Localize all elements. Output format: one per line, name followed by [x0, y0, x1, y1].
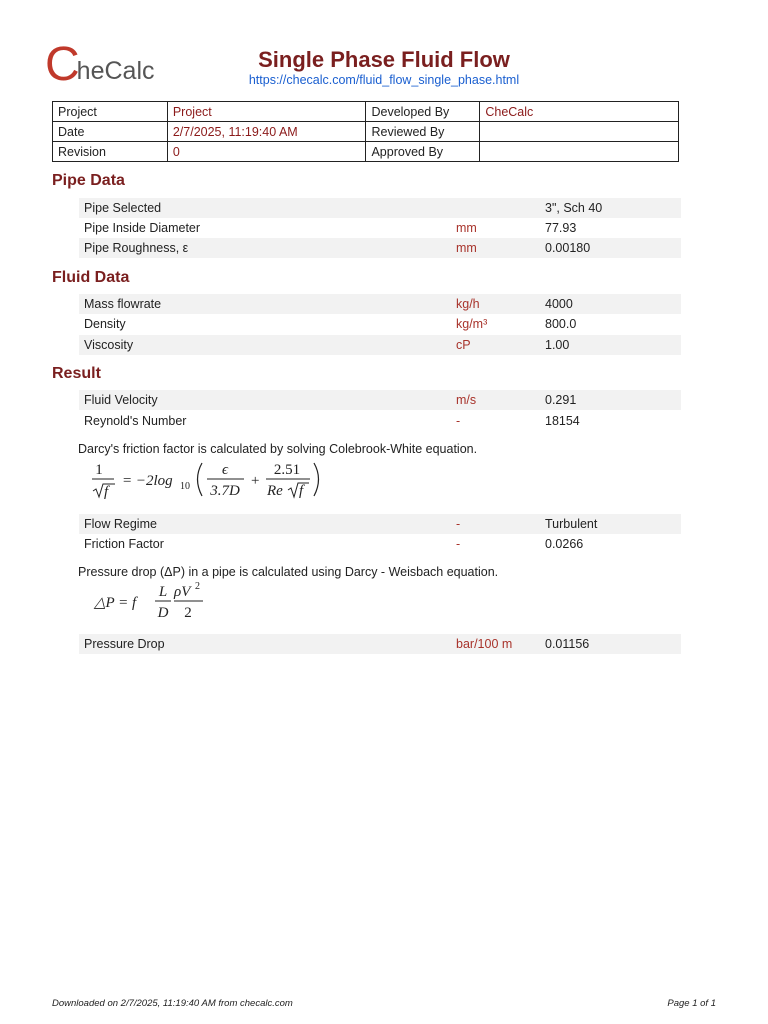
eq-frac2-superscript: 2 — [195, 581, 200, 592]
project-value: Project — [167, 102, 366, 122]
row-unit: - — [456, 414, 461, 428]
eq-term2-re: Re — [267, 483, 283, 499]
eq-log-term: = −2log — [122, 473, 173, 489]
eq-dp-lhs: △P = f — [94, 595, 137, 611]
row-value: 0.291 — [545, 393, 577, 407]
row-unit: - — [456, 517, 461, 531]
row-label: Friction Factor — [84, 537, 164, 551]
row-value: 4000 — [545, 297, 573, 311]
date-row — [53, 122, 679, 142]
pipe-inside-diameter-row — [79, 218, 681, 238]
row-unit: bar/100 m — [456, 637, 513, 651]
row-value: 0.00180 — [545, 241, 591, 255]
download-footer: Downloaded on 2/7/2025, 11:19:40 AM from checalc.com — [52, 998, 293, 1009]
eq-log-subscript: 10 — [180, 481, 190, 492]
row-label: Reynold's Number — [84, 414, 187, 428]
eq-frac2-denominator: 2 — [184, 605, 192, 621]
eq-lhs-denominator: f — [104, 484, 109, 500]
eq-plus: + — [251, 473, 260, 489]
row-unit: kg/m³ — [456, 317, 488, 331]
eq-term2-numerator: 2.51 — [273, 462, 301, 478]
mass-flowrate-row — [79, 294, 681, 314]
eq-right-paren — [314, 463, 319, 496]
row-unit: m/s — [456, 393, 477, 407]
colebrook-note: Darcy's friction factor is calculated by solving Colebrook-White equation. — [78, 442, 478, 456]
row-unit: mm — [456, 221, 477, 235]
darcy-note: Pressure drop (ΔP) in a pipe is calculated using Darcy - Weisbach equation. — [78, 565, 499, 579]
project-row — [53, 102, 679, 122]
density-row — [79, 314, 681, 334]
pipe-roughness-row — [79, 238, 681, 258]
pipe-selected-row — [79, 198, 681, 218]
project-label: Project — [53, 102, 168, 122]
eq-lhs-numerator: 1 — [95, 462, 103, 478]
row-value: 0.01156 — [545, 637, 590, 651]
revision-label: Revision — [53, 142, 168, 162]
row-label: Pressure Drop — [84, 637, 165, 651]
row-label: Fluid Velocity — [84, 393, 158, 407]
revision-row — [53, 142, 679, 162]
logo-initial: C — [45, 38, 78, 91]
row-value: Turbulent — [545, 517, 598, 531]
row-value: 18154 — [545, 414, 580, 428]
date-label: Date — [53, 122, 168, 142]
eq-term1-numerator: ϵ — [221, 462, 229, 478]
viscosity-row — [79, 335, 681, 355]
colebrook-equation — [88, 458, 338, 504]
row-label: Pipe Selected — [84, 201, 162, 215]
source-url-link[interactable]: https://checalc.com/fluid_flow_single_phase.html — [248, 73, 520, 87]
row-unit: kg/h — [456, 297, 480, 311]
eq-term2-f: f — [299, 483, 304, 499]
approved-by-value — [480, 142, 679, 162]
eq-term1-denominator: 3.7D — [210, 483, 240, 499]
fluid-velocity-row — [79, 390, 681, 410]
row-label: Mass flowrate — [84, 297, 162, 311]
page-title: Single Phase Fluid Flow — [258, 47, 510, 72]
pipe-data-heading: Pipe Data — [52, 172, 125, 189]
revision-value: 0 — [167, 142, 366, 162]
row-value: 1.00 — [545, 338, 570, 352]
flow-regime-row — [79, 514, 681, 534]
reviewed-by-value — [480, 122, 679, 142]
row-label: Density — [84, 317, 126, 331]
date-value: 2/7/2025, 11:19:40 AM — [167, 122, 366, 142]
page-number: Page 1 of 1 — [667, 998, 716, 1009]
row-value: 0.0266 — [545, 537, 584, 551]
approved-by-label: Approved By — [366, 142, 480, 162]
row-unit: cP — [456, 338, 471, 352]
reynolds-number-row — [79, 411, 681, 431]
eq-left-paren — [198, 463, 203, 496]
reviewed-by-label: Reviewed By — [366, 122, 480, 142]
pressure-drop-row — [79, 634, 681, 654]
project-info-table — [52, 101, 679, 162]
developed-by-value: CheCalc — [480, 102, 679, 122]
darcy-weisbach-equation — [92, 580, 232, 624]
row-unit: - — [456, 537, 461, 551]
row-label: Pipe Inside Diameter — [84, 221, 201, 235]
eq-frac1-denominator: D — [157, 605, 169, 621]
result-heading: Result — [52, 365, 101, 382]
row-value: 3", Sch 40 — [545, 201, 603, 215]
row-value: 77.93 — [545, 221, 577, 235]
row-label: Viscosity — [84, 338, 134, 352]
logo-text: heCalc — [76, 57, 155, 85]
row-label: Flow Regime — [84, 517, 157, 531]
eq-frac2-numerator: ρV — [174, 584, 191, 600]
fluid-data-heading: Fluid Data — [52, 269, 130, 286]
row-label: Pipe Roughness, ε — [84, 241, 189, 255]
developed-by-label: Developed By — [366, 102, 480, 122]
row-value: 800.0 — [545, 317, 577, 331]
friction-factor-row — [79, 534, 681, 554]
eq-frac1-numerator: L — [158, 584, 168, 600]
row-unit: mm — [456, 241, 477, 255]
